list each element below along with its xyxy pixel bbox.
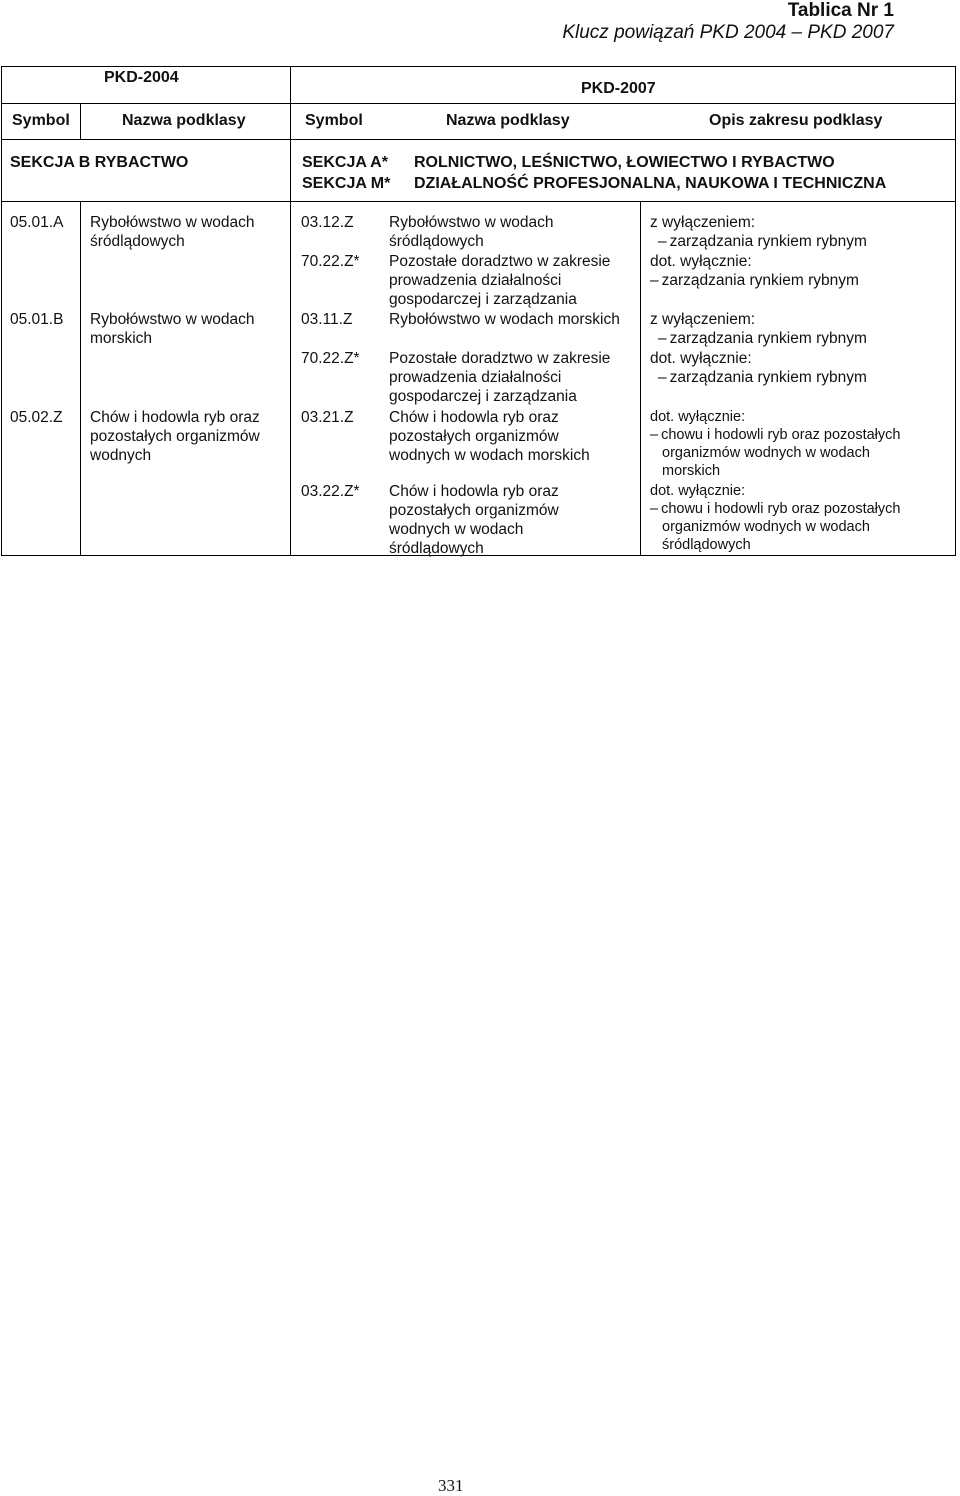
col-divider bbox=[80, 201, 81, 556]
col-divider bbox=[640, 201, 641, 556]
col-header-name-2004: Nazwa podklasy bbox=[122, 112, 246, 129]
row-divider bbox=[1, 103, 956, 104]
col-header-symbol-2007: Symbol bbox=[305, 112, 363, 129]
col-divider bbox=[80, 103, 81, 139]
document-subtitle: Klucz powiązań PKD 2004 – PKD 2007 bbox=[562, 22, 894, 43]
row-divider bbox=[1, 201, 956, 202]
symbol-2007: 03.22.Z* bbox=[301, 483, 360, 500]
symbol-2007: 03.11.Z bbox=[301, 311, 353, 328]
group-divider bbox=[290, 66, 291, 556]
name-2007: Rybołówstwo w wodach śródlądowych bbox=[389, 214, 554, 250]
symbol-2007: 03.12.Z bbox=[301, 214, 354, 231]
name-2004: Chów i hodowla ryb oraz pozostałych organizmów wodnych bbox=[90, 409, 260, 464]
section-2007-name: DZIAŁALNOŚĆ PROFESJONALNA, NAUKOWA I TECHNICZNA bbox=[414, 175, 887, 192]
name-2007: Pozostałe doradztwo w zakresie prowadzenia działalności gospodarczej i zarządzania bbox=[389, 253, 611, 308]
symbol-2004: 05.02.Z bbox=[10, 409, 63, 426]
symbol-2004: 05.01.A bbox=[10, 214, 64, 231]
name-2007: Pozostałe doradztwo w zakresie prowadzenia działalności gospodarczej i zarządzania bbox=[389, 350, 611, 405]
section-2007-code: SEKCJA A* bbox=[302, 154, 388, 171]
symbol-2007: 03.21.Z bbox=[301, 409, 354, 426]
section-2007-code: SEKCJA M* bbox=[302, 175, 391, 192]
name-2004: Rybołówstwo w wodach śródlądowych bbox=[90, 214, 255, 250]
name-2007: Chów i hodowla ryb oraz pozostałych organizmów wodnych w wodach morskich bbox=[389, 409, 590, 464]
section-2004: SEKCJA B RYBACTWO bbox=[10, 154, 189, 171]
description-2007: dot. wyłącznie: – zarządzania rynkiem rybnym bbox=[650, 349, 867, 387]
document-title: Tablica Nr 1 bbox=[787, 0, 894, 21]
symbol-2007: 70.22.Z* bbox=[301, 350, 360, 367]
col-header-description: Opis zakresu podklasy bbox=[709, 112, 883, 129]
symbol-2004: 05.01.B bbox=[10, 311, 64, 328]
description-2007: z wyłączeniem: – zarządzania rynkiem rybnym bbox=[650, 213, 867, 251]
page-number: 331 bbox=[438, 1476, 464, 1495]
symbol-2007: 70.22.Z* bbox=[301, 253, 360, 270]
description-2007: dot. wyłącznie: – zarządzania rynkiem rybnym bbox=[650, 252, 859, 290]
section-2007-name: ROLNICTWO, LEŚNICTWO, ŁOWIECTWO I RYBACTWO bbox=[414, 154, 835, 171]
col-header-name-2007: Nazwa podklasy bbox=[446, 112, 570, 129]
description-2007: dot. wyłącznie: – chowu i hodowli ryb oraz pozostałych organizmów wodnych w wodach śródlądowych bbox=[650, 482, 900, 554]
col-header-symbol-2004: Symbol bbox=[12, 112, 70, 129]
name-2007: Rybołówstwo w wodach morskich bbox=[389, 311, 620, 328]
group-header-2007: PKD-2007 bbox=[581, 80, 656, 97]
group-header-2004: PKD-2004 bbox=[104, 69, 179, 86]
name-2007: Chów i hodowla ryb oraz pozostałych organizmów wodnych w wodach śródlądowych bbox=[389, 483, 559, 557]
description-2007: dot. wyłącznie: – chowu i hodowli ryb oraz pozostałych organizmów wodnych w wodach morskich bbox=[650, 408, 900, 480]
description-2007: z wyłączeniem: – zarządzania rynkiem rybnym bbox=[650, 310, 867, 348]
name-2004: Rybołówstwo w wodach morskich bbox=[90, 311, 255, 347]
row-divider bbox=[1, 139, 956, 140]
